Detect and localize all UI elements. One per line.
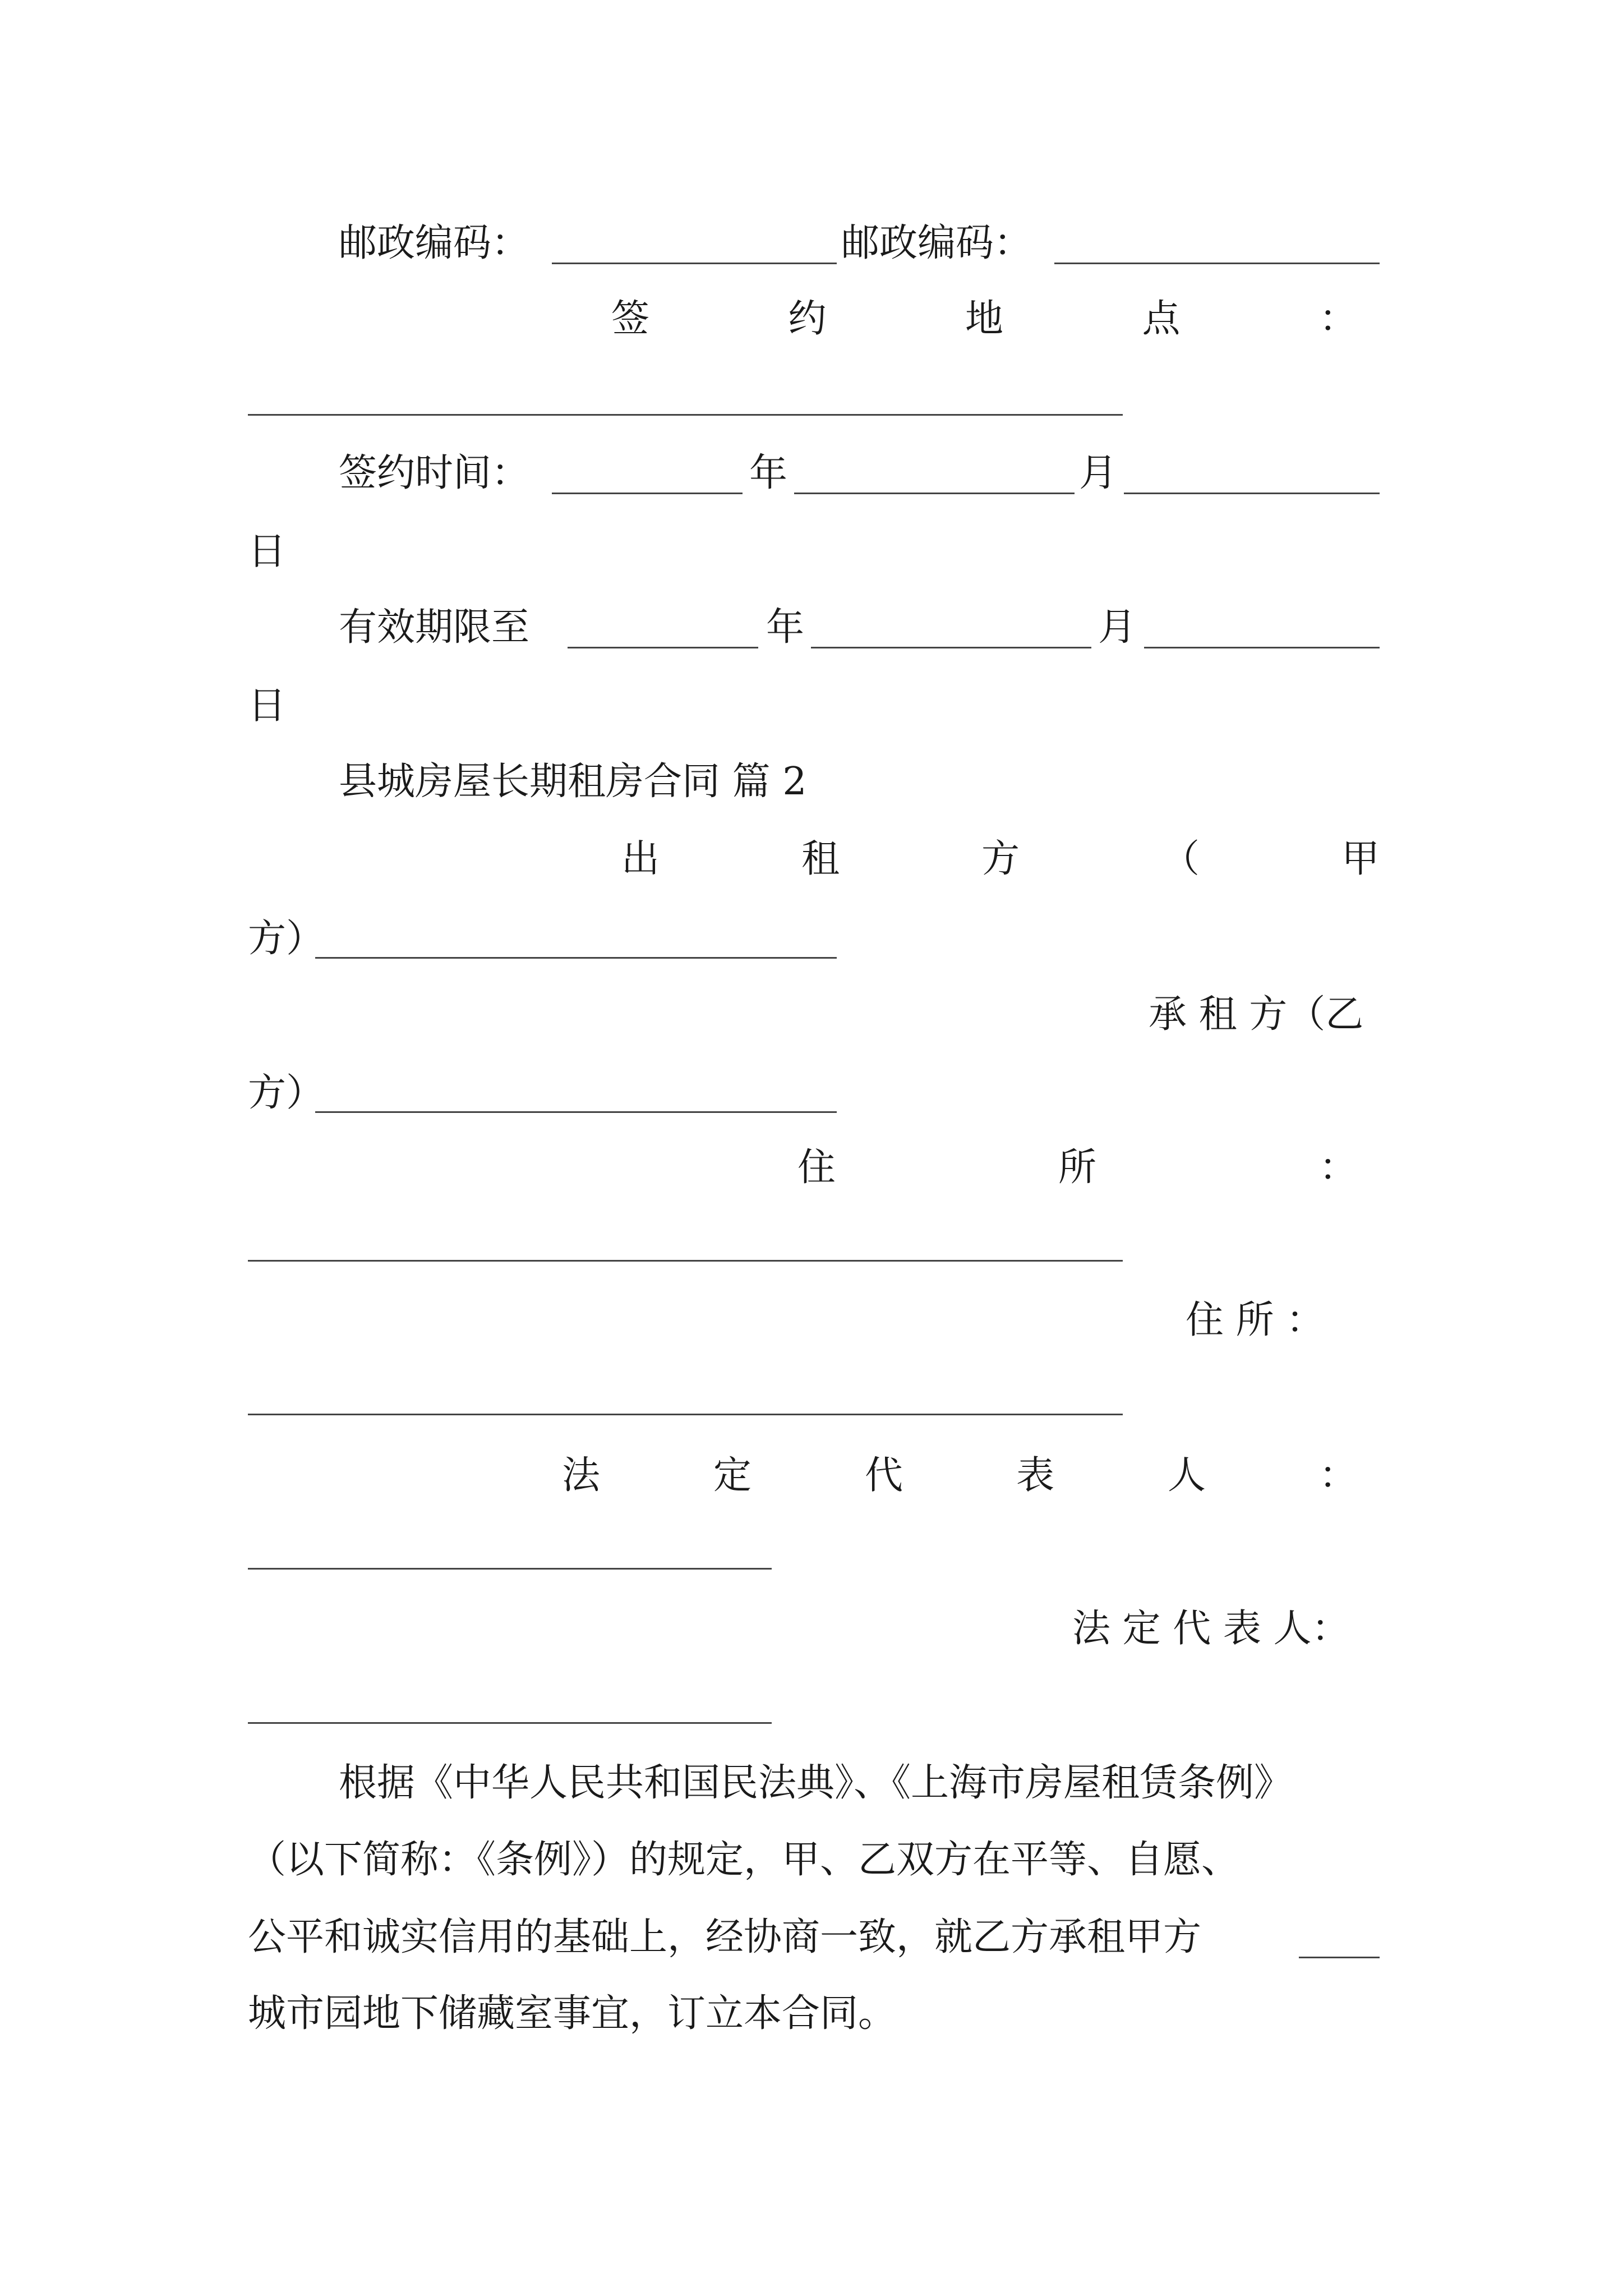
postcode-label-a: 邮政编码： (339, 221, 530, 265)
body-line-4: 城市园地下储藏室事宜，订立本合同。 (248, 1991, 897, 2036)
lessor-label (621, 837, 1380, 881)
char: 甲 (1341, 837, 1380, 881)
sign-place-label (611, 297, 1357, 341)
char: 方 (981, 837, 1020, 881)
char: 法 (562, 1453, 601, 1498)
validity-year-blank[interactable] (568, 647, 758, 648)
char: 人 (1167, 1453, 1206, 1498)
address-a-label (797, 1145, 1357, 1190)
property-blank[interactable] (1299, 1957, 1380, 1958)
lessor-label-cont: 方） (248, 917, 325, 961)
char: （ (1161, 837, 1200, 881)
char: 定 (713, 1453, 751, 1498)
char: ： (1318, 1453, 1357, 1498)
char: 代 (864, 1453, 903, 1498)
sign-time-day: 日 (248, 530, 287, 574)
sign-place-blank[interactable] (248, 414, 1123, 416)
legal-rep-a-label (562, 1453, 1357, 1498)
lessee-blank[interactable] (315, 1111, 837, 1113)
sign-time-label: 签约时间： (339, 451, 530, 495)
legal-rep-a-blank[interactable] (248, 1568, 772, 1570)
lessee-label: 承 租 方（乙 (1149, 992, 1364, 1037)
char: 地 (965, 297, 1003, 341)
char: 签 (611, 297, 650, 341)
char: 点 (1142, 297, 1181, 341)
body-line-1-text: 根据《中华人民共和国民法典》、《上海市房屋租赁条例》 (339, 1761, 1293, 1805)
address-b-blank[interactable] (248, 1414, 1123, 1415)
validity-month: 月 (1098, 605, 1137, 650)
address-b-label: 住 所 ： (1186, 1298, 1325, 1342)
sign-time-year: 年 (749, 451, 788, 495)
section-title: 县城房屋长期租房合同 篇 2 (339, 760, 807, 804)
char: ： (1318, 297, 1357, 341)
sign-time-year-blank[interactable] (552, 493, 743, 494)
body-line-1 (339, 1761, 1380, 1805)
legal-rep-b-label: 法 定 代 表 人： (1072, 1607, 1350, 1651)
postcode-b-blank[interactable] (1054, 263, 1380, 264)
validity-day: 日 (248, 684, 287, 728)
char: 表 (1016, 1453, 1054, 1498)
char: 所 (1058, 1145, 1096, 1190)
body-line-3: 公平和诚实信用的基础上，经协商一致，就乙方承租甲方 (248, 1915, 1202, 1959)
validity-month-blank[interactable] (811, 647, 1091, 648)
body-line-2: （以下简称：《条例》）的规定，甲、乙双方在平等、自愿、 (248, 1838, 1240, 1882)
sign-time-day-blank[interactable] (1124, 493, 1380, 494)
postcode-label-b: 邮政编码： (841, 221, 1032, 265)
postcode-a-blank[interactable] (552, 263, 837, 264)
char: 租 (801, 837, 840, 881)
char: ： (1318, 1145, 1357, 1190)
sign-time-month: 月 (1079, 451, 1118, 495)
char: 出 (621, 837, 660, 881)
validity-label: 有效期限至 (339, 605, 530, 650)
char: 住 (797, 1145, 836, 1190)
legal-rep-b-blank[interactable] (248, 1722, 772, 1724)
char: 约 (788, 297, 827, 341)
address-a-blank[interactable] (248, 1260, 1123, 1262)
lessor-blank[interactable] (315, 957, 837, 959)
sign-time-month-blank[interactable] (794, 493, 1075, 494)
validity-year: 年 (766, 605, 805, 650)
lessee-label-cont: 方） (248, 1071, 325, 1115)
validity-day-blank[interactable] (1144, 647, 1380, 648)
